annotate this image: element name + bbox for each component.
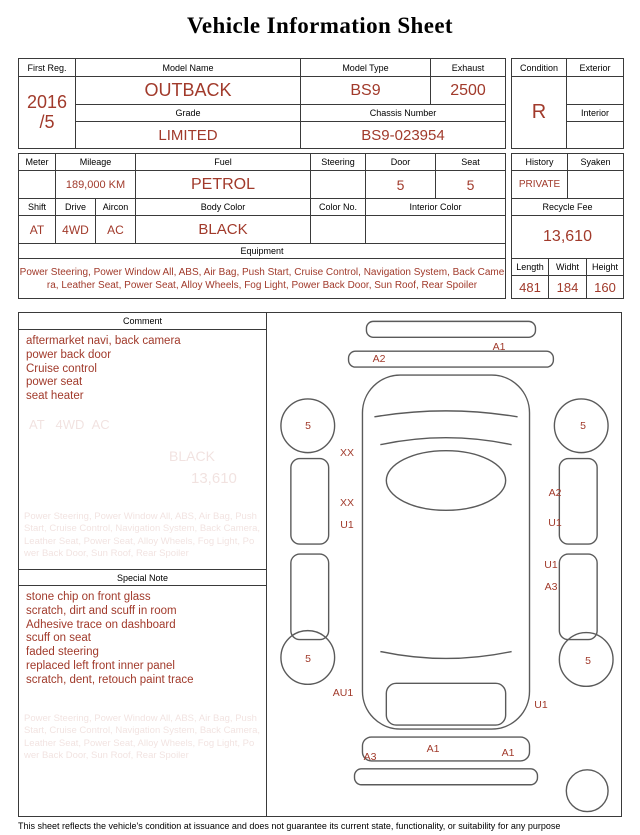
- shift-value: AT: [19, 216, 56, 244]
- page-title: Vehicle Information Sheet: [187, 13, 453, 38]
- color-no-label: Color No.: [311, 199, 366, 216]
- car-outline-svg: [267, 313, 621, 816]
- length-label: Length: [512, 259, 549, 276]
- damage-mark: U1: [534, 699, 548, 711]
- first-reg-label: First Reg.: [19, 59, 76, 77]
- spec-table: [18, 153, 506, 299]
- steering-label: Steering: [311, 154, 366, 171]
- first-reg-month: /5: [39, 111, 55, 132]
- steering-value: [311, 171, 366, 199]
- width-label: Widht: [549, 259, 587, 276]
- height-label: Height: [587, 259, 624, 276]
- drive-label: Drive: [56, 199, 96, 216]
- text-line: power back door: [26, 348, 112, 361]
- equipment-list: Power Steering, Power Window All, ABS, Air Bag, Push Start, Cruise Control, Navigation System, Back Camera, Leather Seat, Power Seat, Alloy Wheels, Fog Light, Power Back Door, Sun Roof, Rear Spoiler: [19, 259, 506, 299]
- interior-color-value: [366, 216, 506, 244]
- chassis-number-label: Chassis Number: [301, 105, 506, 122]
- first-reg-value: [19, 77, 76, 149]
- grade-value: LIMITED: [76, 122, 301, 149]
- syaken-value: [568, 171, 624, 199]
- width-value: 184: [549, 276, 587, 299]
- disclaimer: This sheet reflects the vehicle's condition at issuance and does not guarantee its current state, functionality, or suitability for any purpose: [18, 821, 561, 831]
- left-rear-door-panel: [291, 554, 329, 640]
- damage-mark: U1: [548, 517, 562, 529]
- exterior-value: [567, 77, 624, 105]
- equipment-label: Equipment: [19, 244, 506, 259]
- interior-label: Interior: [567, 105, 624, 122]
- car-body-top-view: [362, 375, 529, 729]
- exhaust-value: 2500: [431, 77, 506, 105]
- condition-table: [511, 58, 624, 149]
- text-line: replaced left front inner panel: [26, 659, 175, 672]
- front-bumper-strip: [366, 321, 535, 337]
- right-rear-door-panel: [559, 554, 597, 640]
- model-type-value: BS9: [301, 77, 431, 105]
- vehicle-identity-table: [18, 58, 506, 149]
- model-name-value: OUTBACK: [76, 77, 301, 105]
- text-line: faded steering: [26, 646, 99, 659]
- exterior-label: Exterior: [567, 59, 624, 77]
- chassis-number-value: BS9-023954: [301, 122, 506, 149]
- spare-tire: [566, 770, 608, 812]
- exhaust-label: Exhaust: [431, 59, 506, 77]
- interior-color-label: Interior Color: [366, 199, 506, 216]
- fuel-value: PETROL: [136, 171, 311, 199]
- damage-mark: A2: [372, 353, 386, 365]
- meter-label: Meter: [19, 154, 56, 171]
- rear-window-line: [380, 652, 511, 659]
- aircon-label: Aircon: [96, 199, 136, 216]
- drive-value: 4WD: [56, 216, 96, 244]
- comment-header: Comment: [19, 313, 266, 330]
- history-value: PRIVATE: [512, 171, 568, 199]
- spec-section: [18, 153, 624, 299]
- ghost-text: 13,610: [191, 470, 237, 487]
- damage-mark: 5: [305, 653, 311, 665]
- model-name-label: Model Name: [76, 59, 301, 77]
- ghost-text: AT 4WD AC: [29, 417, 110, 432]
- aircon-value: AC: [96, 216, 136, 244]
- damage-mark: 5: [580, 420, 586, 432]
- damage-mark: A3: [363, 751, 377, 763]
- special-note-header: Special Note: [19, 569, 266, 586]
- fuel-label: Fuel: [136, 154, 311, 171]
- text-line: scratch, dent, retouch paint trace: [26, 673, 194, 686]
- color-no-value: [311, 216, 366, 244]
- special-note-text: [19, 586, 266, 693]
- shift-label: Shift: [19, 199, 56, 216]
- body-color-label: Body Color: [136, 199, 311, 216]
- mileage-label: Mileage: [56, 154, 136, 171]
- body-color-value: BLACK: [136, 216, 311, 244]
- text-line: scratch, dirt and scuff in room: [26, 604, 177, 617]
- history-dimensions-table: [511, 153, 624, 299]
- mileage-value: 189,000 KM: [56, 171, 136, 199]
- damage-mark: U1: [340, 519, 354, 531]
- height-value: 160: [587, 276, 624, 299]
- windshield-line: [380, 438, 511, 445]
- text-line: aftermarket navi, back camera: [26, 335, 181, 347]
- left-front-door-panel: [291, 459, 329, 545]
- length-value: 481: [512, 276, 549, 299]
- grade-label: Grade: [76, 105, 301, 122]
- damage-mark: XX: [339, 447, 355, 459]
- rear-hatch-panel: [386, 683, 505, 725]
- history-label: History: [512, 154, 568, 171]
- model-type-label: Model Type: [301, 59, 431, 77]
- damage-mark: A1: [426, 743, 440, 755]
- ghost-text: BLACK: [169, 448, 215, 464]
- ghost-text: Power Steering, Power Window All, ABS, Air Bag, Push Start, Cruise Control, Navigation System, Back Camera, Leather Seat, Power Seat, Alloy Wheels, Fog Light, Power Back Door, Sun Roof, Rear Spoiler: [24, 511, 263, 560]
- seat-value: 5: [436, 171, 506, 199]
- recycle-fee-label: Recycle Fee: [512, 199, 624, 216]
- right-front-door-panel: [559, 459, 597, 545]
- damage-mark: XX: [339, 497, 355, 509]
- condition-grade: R: [512, 77, 567, 149]
- text-line: scuff on seat: [26, 632, 91, 645]
- damage-mark: A1: [492, 341, 506, 353]
- damage-mark: U1: [544, 559, 558, 571]
- condition-label: Condition: [512, 59, 567, 77]
- comment-text: [19, 330, 266, 409]
- recycle-fee-value: 13,610: [512, 216, 624, 259]
- syaken-label: Syaken: [568, 154, 624, 171]
- text-line: Cruise control: [26, 362, 97, 375]
- meter-value: [19, 171, 56, 199]
- car-damage-diagram: [267, 313, 621, 816]
- text-line: stone chip on front glass: [26, 591, 151, 603]
- text-line: Adhesive trace on dashboard: [26, 618, 176, 631]
- seat-label: Seat: [436, 154, 506, 171]
- damage-mark: A2: [548, 487, 562, 499]
- damage-mark: 5: [305, 420, 311, 432]
- damage-mark: 5: [585, 655, 591, 667]
- text-line: power seat: [26, 376, 83, 389]
- interior-value: [567, 122, 624, 149]
- condition-detail-section: [18, 312, 622, 817]
- door-value: 5: [366, 171, 436, 199]
- sunroof-outline: [386, 451, 505, 511]
- first-reg-year: 2016: [26, 92, 68, 113]
- text-line: seat heater: [26, 390, 84, 403]
- ghost-text: Power Steering, Power Window All, ABS, Air Bag, Push Start, Cruise Control, Navigation System, Back Camera, Leather Seat, Power Seat, Alloy Wheels, Fog Light, Power Back Door, Sun Roof, Rear Spoiler: [24, 713, 263, 762]
- hood-line: [374, 411, 517, 417]
- damage-mark: A1: [501, 747, 515, 759]
- rear-bumper-strip: [355, 769, 538, 785]
- registration-section: [18, 58, 624, 149]
- door-label: Door: [366, 154, 436, 171]
- comment-column: [19, 313, 267, 816]
- damage-mark: A3: [544, 581, 558, 593]
- damage-mark: AU1: [332, 687, 354, 699]
